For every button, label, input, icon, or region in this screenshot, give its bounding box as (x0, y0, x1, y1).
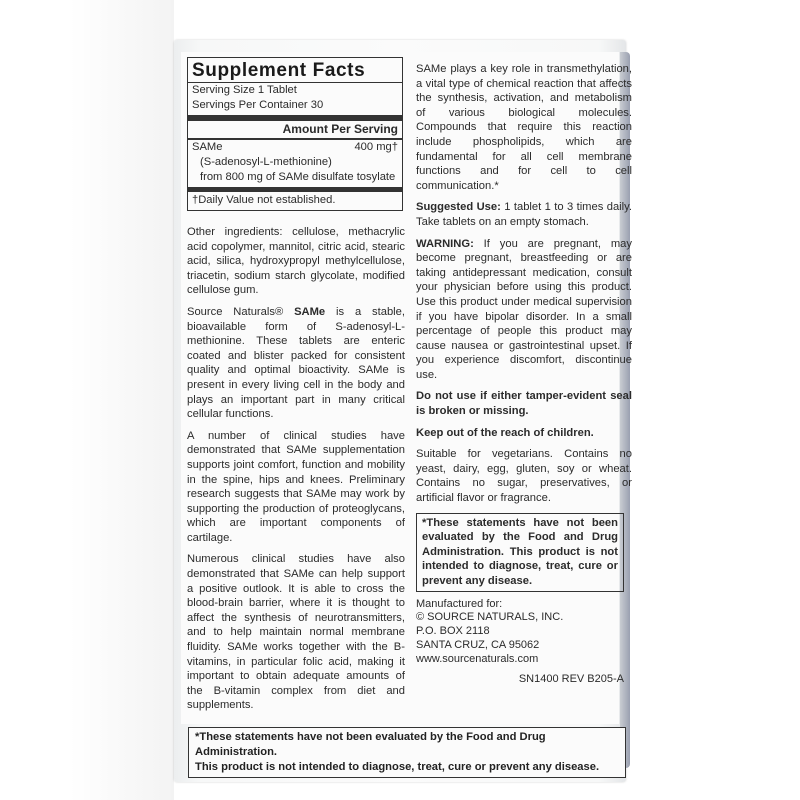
ingredient-source: from 800 mg of SAMe disulfate tosylate (200, 171, 396, 183)
amount-per-serving-header: Amount Per Serving (188, 121, 402, 140)
other-ingredients: Other ingredients: cellulose, methacrylic acid copolymer, mannitol, citric acid, stearic acid, silica, hydroxypropyl methylcellulose, triacetin, sodium starch glycolate, modified cellulose gum. (187, 226, 405, 297)
tamper-warning: Do not use if either tamper-evident seal is broken or missing. (416, 390, 632, 418)
product-name: SAMe (294, 305, 326, 318)
keep-out-warning: Keep out of the reach of children. (416, 426, 594, 439)
left-column (187, 57, 405, 720)
warning (416, 237, 632, 383)
supplement-facts-panel (187, 57, 403, 211)
product-description (187, 305, 405, 422)
manufactured-for: Manufactured for: (416, 597, 503, 610)
description-text: is a stable, bioavailable form of S-adenosyl-L-methionine. These tablets are enteric coated and blister packed for consistent quality and optimal bioactivity. SAMe is present in every living cell in the body and plays an important part in many critical cellular functions. (187, 305, 405, 421)
mood-paragraph: Numerous clinical studies have also demonstrated that SAMe can help support a positive outlook. It is able to cross the blood-brain barrier, where it is thought to affect the synthesis of neurotransmitters, and to help maintain normal membrane fluidity. SAMe works together with the B-vitamins, in particular folic acid, making it important to obtain adequate amounts of the B-vitamin complex from diet and supplements. (187, 553, 405, 712)
ingredient-detail: (S-adenosyl-L-methionine) (200, 156, 332, 168)
warning-text: If you are pregnant, may become pregnant, breastfeeding or are taking antidepressant medication, consult your physician before using this product. Use this product under medical supervision if you have bipolar disorder. In a small percentage of people this product may cause nausea or gastrointestinal upset. If you experience discomfort, discontinue use. (416, 237, 632, 381)
ingredient-row (192, 140, 398, 155)
daily-value-footnote: †Daily Value not established. (192, 194, 336, 206)
servings-per-container: Servings Per Container 30 (192, 99, 324, 111)
bottom-notice-line2: This product is not intended to diagnose, treat, cure or prevent any disease. (195, 761, 600, 773)
bottom-notice-line1: *These statements have not been evaluated by the Food and Drug Administration. (195, 731, 546, 758)
manufacturer-info (416, 598, 632, 667)
bottom-fda-notice (188, 727, 626, 778)
fda-disclaimer-box: *These statements have not been evaluated by the Food and Drug Administration. This product is not intended to diagnose, treat, cure or prevent any disease. (416, 513, 624, 592)
ingredient-amount: 400 mg† (354, 141, 398, 153)
revision-code: SN1400 REV B205-A (518, 672, 624, 685)
suggested-use (416, 200, 632, 229)
vegetarian-statement: Suitable for vegetarians. Contains no yeast, dairy, egg, gluten, soy or wheat. Contains no sugar, preservatives, or artificial flavor or fragrance. (416, 448, 632, 505)
city-state-zip: SANTA CRUZ, CA 95062 (416, 638, 540, 651)
suggested-use-label: Suggested Use: (416, 201, 501, 214)
brand-text: Source Naturals® (187, 305, 295, 318)
background (0, 0, 174, 800)
right-column (416, 62, 632, 685)
warning-label: WARNING: (416, 237, 474, 250)
serving-size: Serving Size 1 Tablet (192, 84, 297, 96)
suggested-use-text: 1 tablet 1 to 3 times daily. Take tablets on an empty stomach. (416, 201, 633, 228)
ingredient-name: SAMe (192, 141, 223, 153)
supplement-facts-title: Supplement Facts (188, 60, 402, 83)
joint-paragraph: A number of clinical studies have demonstrated that SAMe supplementation supports joint comfort, function and mobility in the spine, hips and knees. Preliminary research suggests that SAMe may work by supporting the production of proteoglycans, which are important components of cartilage. (187, 429, 405, 544)
website: www.sourcenaturals.com (416, 652, 539, 665)
company-name: © SOURCE NATURALS, INC. (416, 611, 564, 624)
po-box: P.O. BOX 2118 (416, 625, 490, 638)
transmethylation-paragraph: SAMe plays a key role in transmethylation, a vital type of chemical reaction that affects the synthesis, activation, and metabolism of various biological molecules. Compounds that require this reaction include phospholipids, which are fundamental for all cell membrane functions and for cell to cell communication.* (416, 63, 632, 192)
